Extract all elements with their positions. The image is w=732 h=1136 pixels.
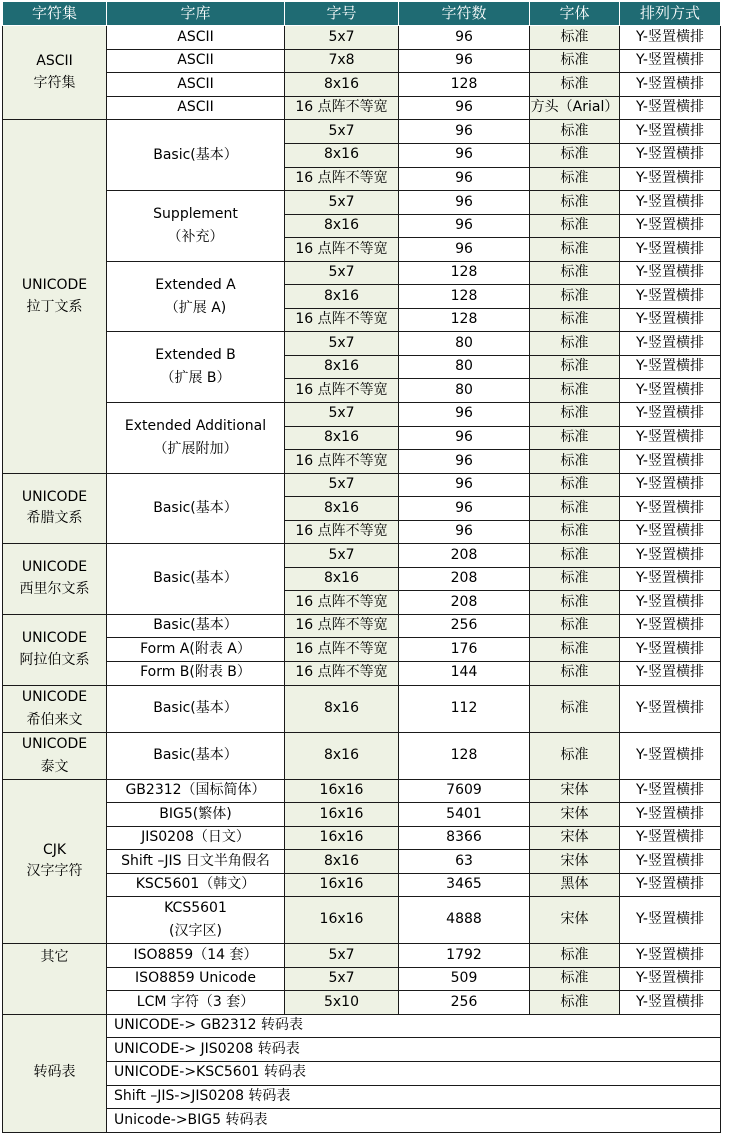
face-cell: 标准 <box>530 732 620 779</box>
face-cell: 宋体 <box>530 826 620 850</box>
size-cell: 8x16 <box>285 426 399 450</box>
group-line1: 转码表 <box>33 1064 76 1081</box>
conversion-cell: Shift –JIS->JIS0208 转码表 <box>107 1085 721 1109</box>
count-cell: 96 <box>399 120 530 144</box>
face-cell: 标准 <box>530 379 620 403</box>
library-line1: Extended A <box>155 276 236 293</box>
conversion-cell: UNICODE-> GB2312 转码表 <box>107 1014 721 1038</box>
count-cell: 96 <box>399 238 530 262</box>
count-cell: 256 <box>399 991 530 1015</box>
group-line2: 字符集 <box>33 74 76 91</box>
arrangement-cell: Y-竖置横排 <box>620 944 721 968</box>
library-cell: KSC5601（韩文） <box>107 873 285 897</box>
size-cell: 16 点阵不等宽 <box>285 96 399 120</box>
library-cell: ASCII <box>107 73 285 97</box>
face-cell: 标准 <box>530 685 620 732</box>
size-cell: 8x16 <box>285 732 399 779</box>
library-cell: ISO8859（14 套） <box>107 944 285 968</box>
size-cell: 5x7 <box>285 191 399 215</box>
count-cell: 208 <box>399 544 530 568</box>
table-row <box>3 332 721 356</box>
group-cell-conv <box>3 1014 107 1132</box>
face-cell: 标准 <box>530 426 620 450</box>
count-cell: 63 <box>399 850 530 874</box>
size-cell: 5x7 <box>285 967 399 991</box>
count-cell: 509 <box>399 967 530 991</box>
face-cell: 标准 <box>530 26 620 50</box>
library-cell: Basic(基本） <box>107 685 285 732</box>
arrangement-cell: Y-竖置横排 <box>620 544 721 568</box>
table-row <box>3 732 721 779</box>
table-row <box>3 1038 721 1062</box>
group-line1: CJK <box>42 841 67 858</box>
count-cell: 5401 <box>399 803 530 827</box>
table-row <box>3 779 721 803</box>
library-cell: Basic(基本） <box>107 614 285 638</box>
count-cell: 96 <box>399 403 530 427</box>
size-cell: 8x16 <box>285 143 399 167</box>
table-row <box>3 685 721 732</box>
table-row <box>3 73 721 97</box>
size-cell: 5x7 <box>285 544 399 568</box>
face-cell: 标准 <box>530 308 620 332</box>
arrangement-cell: Y-竖置横排 <box>620 332 721 356</box>
conversion-cell: UNICODE-> JIS0208 转码表 <box>107 1038 721 1062</box>
library-line2: （补充） <box>167 228 224 245</box>
count-cell: 96 <box>399 520 530 544</box>
size-cell: 5x10 <box>285 991 399 1015</box>
table-row <box>3 544 721 568</box>
arrangement-cell: Y-竖置横排 <box>620 732 721 779</box>
arrangement-cell: Y-竖置横排 <box>620 638 721 662</box>
face-cell: 标准 <box>530 355 620 379</box>
table-row <box>3 944 721 968</box>
arrangement-cell: Y-竖置横排 <box>620 614 721 638</box>
face-cell: 标准 <box>530 238 620 262</box>
library-cell <box>107 120 285 191</box>
face-cell: 标准 <box>530 214 620 238</box>
table-row <box>3 1085 721 1109</box>
group-line2: 西里尔文系 <box>19 581 90 598</box>
count-cell: 80 <box>399 355 530 379</box>
arrangement-cell: Y-竖置横排 <box>620 143 721 167</box>
library-cell: Basic(基本） <box>107 473 285 544</box>
library-line1: Basic(基本） <box>153 146 238 163</box>
group-cell-ascii <box>3 26 107 120</box>
face-cell: 标准 <box>530 967 620 991</box>
arrangement-cell: Y-竖置横排 <box>620 26 721 50</box>
arrangement-cell: Y-竖置横排 <box>620 473 721 497</box>
library-cell <box>107 261 285 332</box>
arrangement-cell: Y-竖置横排 <box>620 379 721 403</box>
size-cell: 16 点阵不等宽 <box>285 308 399 332</box>
face-cell: 宋体 <box>530 803 620 827</box>
arrangement-cell: Y-竖置横排 <box>620 426 721 450</box>
group-line1: ASCII <box>36 53 73 70</box>
header-arrangement: 排列方式 <box>620 2 721 26</box>
count-cell: 8366 <box>399 826 530 850</box>
table-header-row <box>3 2 721 26</box>
arrangement-cell: Y-竖置横排 <box>620 49 721 73</box>
count-cell: 112 <box>399 685 530 732</box>
count-cell: 128 <box>399 73 530 97</box>
header-size: 字号 <box>285 2 399 26</box>
arrangement-cell: Y-竖置横排 <box>620 355 721 379</box>
group-cell-latin <box>3 120 107 473</box>
arrangement-cell: Y-竖置横排 <box>620 450 721 474</box>
group-cell-thai <box>3 732 107 779</box>
table-row <box>3 873 721 897</box>
group-cell-other <box>3 944 107 1015</box>
count-cell: 128 <box>399 308 530 332</box>
table-row <box>3 473 721 497</box>
group-line1: UNICODE <box>21 559 88 576</box>
count-cell: 96 <box>399 143 530 167</box>
count-cell: 208 <box>399 567 530 591</box>
count-cell: 96 <box>399 49 530 73</box>
face-cell: 标准 <box>530 614 620 638</box>
table-row <box>3 967 721 991</box>
arrangement-cell: Y-竖置横排 <box>620 403 721 427</box>
size-cell: 8x16 <box>285 685 399 732</box>
library-cell: LCM 字符（3 套） <box>107 991 285 1015</box>
size-cell: 16 点阵不等宽 <box>285 450 399 474</box>
size-cell: 8x16 <box>285 73 399 97</box>
count-cell: 3465 <box>399 873 530 897</box>
group-cell-cjk <box>3 779 107 944</box>
library-cell <box>107 332 285 403</box>
face-cell: 标准 <box>530 567 620 591</box>
table-row <box>3 403 721 427</box>
font-table-container <box>2 1 721 1133</box>
count-cell: 96 <box>399 473 530 497</box>
group-line2: 希腊文系 <box>26 510 83 527</box>
count-cell: 144 <box>399 662 530 686</box>
arrangement-cell: Y-竖置横排 <box>620 308 721 332</box>
face-cell: 标准 <box>530 261 620 285</box>
size-cell: 5x7 <box>285 261 399 285</box>
face-cell: 标准 <box>530 497 620 521</box>
face-cell: 标准 <box>530 450 620 474</box>
arrangement-cell: Y-竖置横排 <box>620 191 721 215</box>
library-line2: （扩展 A) <box>164 299 227 316</box>
arrangement-cell: Y-竖置横排 <box>620 520 721 544</box>
count-cell: 96 <box>399 450 530 474</box>
face-cell: 标准 <box>530 544 620 568</box>
face-cell: 标准 <box>530 191 620 215</box>
size-cell: 8x16 <box>285 355 399 379</box>
font-library-table <box>2 1 721 1133</box>
table-row <box>3 850 721 874</box>
face-cell: 标准 <box>530 120 620 144</box>
library-line2: (汉字区) <box>169 923 222 940</box>
count-cell: 96 <box>399 214 530 238</box>
count-cell: 1792 <box>399 944 530 968</box>
header-charset: 字符集 <box>3 2 107 26</box>
face-cell: 标准 <box>530 403 620 427</box>
group-line2: 泰文 <box>40 758 69 775</box>
arrangement-cell: Y-竖置横排 <box>620 991 721 1015</box>
size-cell: 16 点阵不等宽 <box>285 379 399 403</box>
size-cell: 16x16 <box>285 826 399 850</box>
conversion-cell: Unicode->BIG5 转码表 <box>107 1109 721 1133</box>
size-cell: 5x7 <box>285 120 399 144</box>
size-cell: 5x7 <box>285 944 399 968</box>
count-cell: 96 <box>399 96 530 120</box>
count-cell: 7609 <box>399 779 530 803</box>
group-line1: UNICODE <box>21 276 88 293</box>
library-cell: JIS0208（日文） <box>107 826 285 850</box>
face-cell: 宋体 <box>530 897 620 944</box>
table-row <box>3 803 721 827</box>
table-row <box>3 826 721 850</box>
header-library: 字库 <box>107 2 285 26</box>
face-cell: 宋体 <box>530 850 620 874</box>
group-cell-arabic <box>3 614 107 685</box>
size-cell: 5x7 <box>285 26 399 50</box>
size-cell: 7x8 <box>285 49 399 73</box>
size-cell: 16x16 <box>285 897 399 944</box>
size-cell: 16x16 <box>285 873 399 897</box>
arrangement-cell: Y-竖置横排 <box>620 167 721 191</box>
arrangement-cell: Y-竖置横排 <box>620 897 721 944</box>
size-cell: 5x7 <box>285 403 399 427</box>
face-cell: 标准 <box>530 591 620 615</box>
library-cell: Basic(基本） <box>107 732 285 779</box>
table-row <box>3 261 721 285</box>
size-cell: 16x16 <box>285 803 399 827</box>
library-cell: Form A(附表 A） <box>107 638 285 662</box>
table-row <box>3 897 721 944</box>
library-line1: Supplement <box>153 205 238 222</box>
arrangement-cell: Y-竖置横排 <box>620 96 721 120</box>
count-cell: 96 <box>399 191 530 215</box>
face-cell: 标准 <box>530 73 620 97</box>
face-cell: 标准 <box>530 638 620 662</box>
count-cell: 4888 <box>399 897 530 944</box>
arrangement-cell: Y-竖置横排 <box>620 803 721 827</box>
arrangement-cell: Y-竖置横排 <box>620 967 721 991</box>
library-line2: （扩展 B） <box>160 370 231 387</box>
arrangement-cell: Y-竖置横排 <box>620 873 721 897</box>
size-cell: 8x16 <box>285 497 399 521</box>
size-cell: 16 点阵不等宽 <box>285 614 399 638</box>
size-cell: 5x7 <box>285 332 399 356</box>
table-row <box>3 120 721 144</box>
size-cell: 8x16 <box>285 285 399 309</box>
face-cell: 标准 <box>530 944 620 968</box>
group-cell-greek <box>3 473 107 544</box>
table-row <box>3 1109 721 1133</box>
size-cell: 16 点阵不等宽 <box>285 238 399 262</box>
library-line2: （扩展附加） <box>153 440 238 457</box>
size-cell: 8x16 <box>285 214 399 238</box>
table-row <box>3 638 721 662</box>
table-row <box>3 991 721 1015</box>
library-cell <box>107 191 285 262</box>
arrangement-cell: Y-竖置横排 <box>620 120 721 144</box>
size-cell: 16 点阵不等宽 <box>285 520 399 544</box>
arrangement-cell: Y-竖置横排 <box>620 238 721 262</box>
face-cell: 标准 <box>530 49 620 73</box>
face-cell: 宋体 <box>530 779 620 803</box>
count-cell: 128 <box>399 732 530 779</box>
library-cell: GB2312（国标简体） <box>107 779 285 803</box>
face-cell: 标准 <box>530 285 620 309</box>
count-cell: 176 <box>399 638 530 662</box>
arrangement-cell: Y-竖置横排 <box>620 497 721 521</box>
library-cell <box>107 897 285 944</box>
library-cell: ASCII <box>107 49 285 73</box>
size-cell: 16x16 <box>285 779 399 803</box>
table-row <box>3 1062 721 1086</box>
library-line1: Extended Additional <box>124 417 267 434</box>
size-cell: 16 点阵不等宽 <box>285 638 399 662</box>
arrangement-cell: Y-竖置横排 <box>620 685 721 732</box>
count-cell: 96 <box>399 426 530 450</box>
count-cell: 96 <box>399 26 530 50</box>
table-row <box>3 49 721 73</box>
face-cell: 标准 <box>530 167 620 191</box>
face-cell: 标准 <box>530 473 620 497</box>
header-count: 字符数 <box>399 2 530 26</box>
arrangement-cell: Y-竖置横排 <box>620 826 721 850</box>
size-cell: 16 点阵不等宽 <box>285 591 399 615</box>
group-line1: UNICODE <box>21 688 88 705</box>
library-cell: ASCII <box>107 26 285 50</box>
arrangement-cell: Y-竖置横排 <box>620 591 721 615</box>
count-cell: 80 <box>399 379 530 403</box>
size-cell: 8x16 <box>285 567 399 591</box>
library-cell: ISO8859 Unicode <box>107 967 285 991</box>
arrangement-cell: Y-竖置横排 <box>620 261 721 285</box>
group-line2: 希伯来文 <box>26 711 83 728</box>
face-cell: 标准 <box>530 332 620 356</box>
group-line1: UNICODE <box>21 488 88 505</box>
table-row <box>3 96 721 120</box>
group-line1: UNICODE <box>21 735 88 752</box>
library-cell: Basic(基本） <box>107 544 285 615</box>
table-row <box>3 662 721 686</box>
face-cell: 方头（Arial） <box>530 96 620 120</box>
table-row <box>3 26 721 50</box>
count-cell: 208 <box>399 591 530 615</box>
group-line1: 其它 <box>40 949 69 966</box>
library-line1: Extended B <box>155 347 236 364</box>
size-cell: 16 点阵不等宽 <box>285 167 399 191</box>
count-cell: 96 <box>399 167 530 191</box>
library-cell: ASCII <box>107 96 285 120</box>
table-row <box>3 614 721 638</box>
header-face: 字体 <box>530 2 620 26</box>
count-cell: 80 <box>399 332 530 356</box>
group-cell-hebrew <box>3 685 107 732</box>
group-line1: UNICODE <box>21 630 88 647</box>
group-line2: 汉字字符 <box>26 863 83 880</box>
arrangement-cell: Y-竖置横排 <box>620 214 721 238</box>
arrangement-cell: Y-竖置横排 <box>620 779 721 803</box>
group-line2: 阿拉伯文系 <box>19 651 90 668</box>
arrangement-cell: Y-竖置横排 <box>620 73 721 97</box>
face-cell: 黑体 <box>530 873 620 897</box>
face-cell: 标准 <box>530 143 620 167</box>
library-cell: BIG5(繁体) <box>107 803 285 827</box>
arrangement-cell: Y-竖置横排 <box>620 662 721 686</box>
count-cell: 128 <box>399 261 530 285</box>
arrangement-cell: Y-竖置横排 <box>620 567 721 591</box>
group-line2: 拉丁文系 <box>26 298 83 315</box>
size-cell: 8x16 <box>285 850 399 874</box>
group-cell-cyrillic <box>3 544 107 615</box>
count-cell: 256 <box>399 614 530 638</box>
size-cell: 5x7 <box>285 473 399 497</box>
library-line1: KCS5601 <box>164 900 227 917</box>
table-row <box>3 1014 721 1038</box>
library-cell <box>107 403 285 474</box>
table-row <box>3 191 721 215</box>
arrangement-cell: Y-竖置横排 <box>620 850 721 874</box>
count-cell: 96 <box>399 497 530 521</box>
arrangement-cell: Y-竖置横排 <box>620 285 721 309</box>
size-cell: 16 点阵不等宽 <box>285 662 399 686</box>
library-cell: Form B(附表 B） <box>107 662 285 686</box>
library-cell: Shift –JIS 日文半角假名 <box>107 850 285 874</box>
conversion-cell: UNICODE->KSC5601 转码表 <box>107 1062 721 1086</box>
face-cell: 标准 <box>530 520 620 544</box>
face-cell: 标准 <box>530 991 620 1015</box>
count-cell: 128 <box>399 285 530 309</box>
face-cell: 标准 <box>530 662 620 686</box>
